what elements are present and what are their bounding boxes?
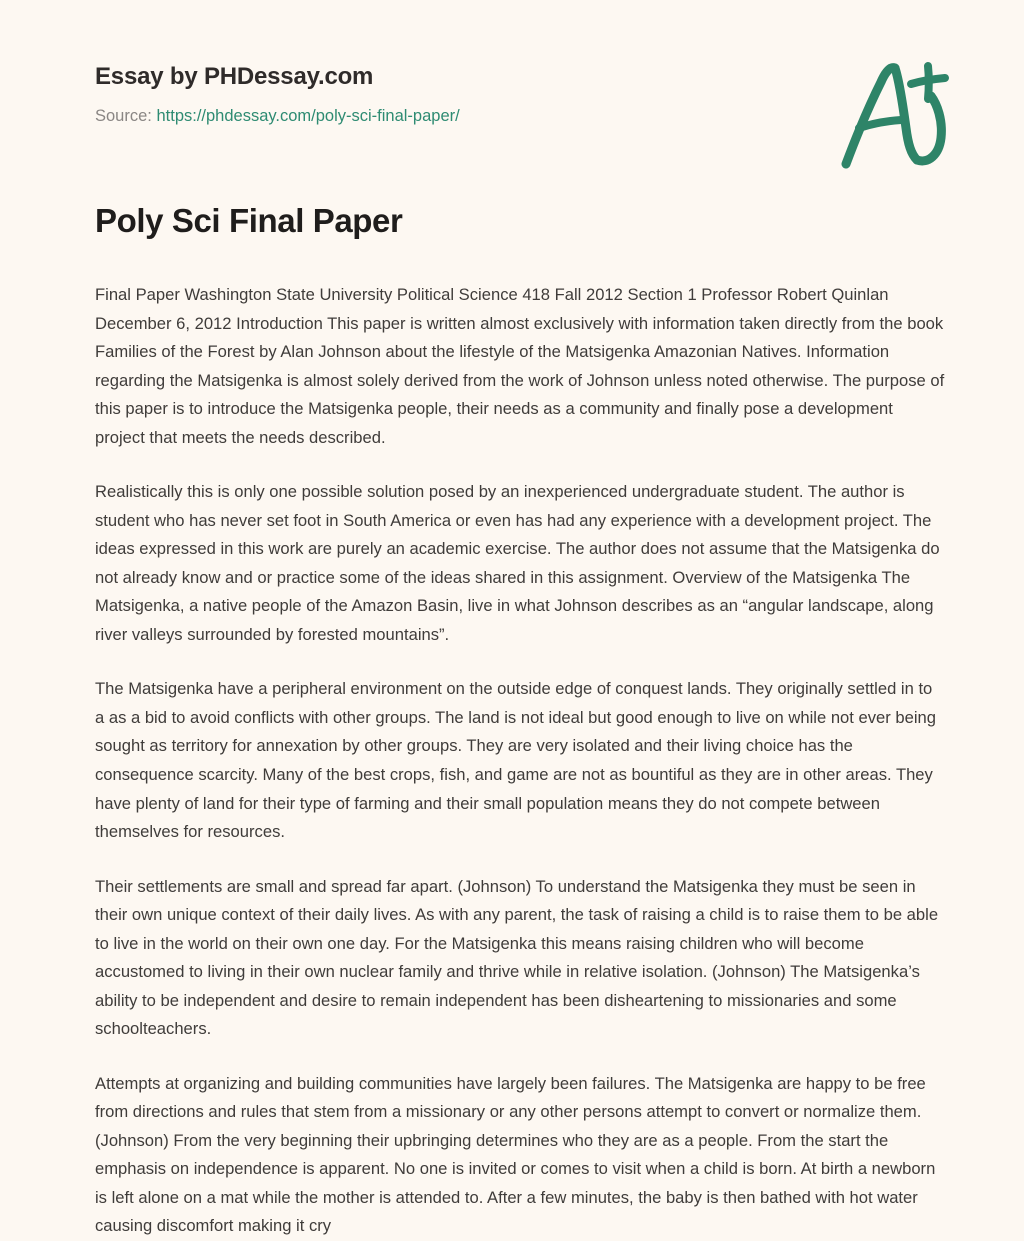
source-line <box>95 106 945 127</box>
paragraph: The Matsigenka have a peripheral environment on the outside edge of conquest lands. They originally settled in to a as a bid to avoid conflicts with other groups. The land is not ideal but good enough to live on while not ever being sought as territory for annexation by other groups. They are very isolated and their living choice has the consequence scarcity. Many of the best crops, fish, and game are not as bountiful as they are in other areas. They have plenty of land for their type of farming and their small population means they do not compete between themselves for resources. <box>95 679 936 842</box>
paragraph: Attempts at organizing and building communities have largely been failures. The Matsigenka are happy to be free from directions and rules that stem from a missionary or any other persons attempt to convert or normalize them. (Johnson) From the very beginning their upbringing determines who they are as a people. From the start the emphasis on independence is apparent. No one is invited or comes to visit when a child is born. At birth a newborn is left alone on a mat while the mother is attended to. After a few minutes, the baby is then bathed with hot water causing discomfort making it cry <box>95 1073 936 1236</box>
source-label: Source: <box>95 107 152 125</box>
page-title: Poly Sci Final Paper <box>95 202 403 240</box>
a-plus-logo-icon <box>833 58 958 173</box>
source-url-link[interactable]: https://phdessay.com/poly-sci-final-paper/ <box>156 107 460 125</box>
brand-title: Essay by PHDessay.com <box>95 63 374 90</box>
essay-body <box>95 241 945 1241</box>
paragraph: Their settlements are small and spread far apart. (Johnson) To understand the Matsigenka they must be seen in their own unique context of their daily lives. As with any parent, the task of raising a child is to raise them to be able to live in the world on their own one day. For the Matsigenka this means raising children who will become accustomed to living in their own nuclear family and thrive while in relative isolation. (Johnson) The Matsigenka’s ability to be independent and desire to remain independent has been disheartening to missionaries and some schoolteachers. <box>95 876 939 1039</box>
paragraph: Final Paper Washington State University Political Science 418 Fall 2012 Section 1 Professor Robert Quinlan December 6, 2012 Introduction This paper is written almost exclusively with information taken directly from the book Families of the Forest by Alan Johnson about the lifestyle of the Matsigenka Amazonian Natives. Information regarding the Matsigenka is almost solely derived from the work of Johnson unless noted otherwise. The purpose of this paper is to introduce the Matsigenka people, their needs as a community and finally pose a development project that meets the needs described. <box>95 285 945 447</box>
page-header <box>95 0 945 127</box>
paragraph: Realistically this is only one possible solution posed by an inexperienced undergraduate student. The author is student who has never set foot in South America or even has had any experience with a development project. The ideas expressed in this work are purely an academic exercise. The author does not assume that the Matsigenka do not already know and or practice some of the ideas shared in this assignment. Overview of the Matsigenka The Matsigenka, a native people of the Amazon Basin, live in what Johnson describes as an “angular landscape, along river valleys surrounded by forested mountains”. <box>95 482 940 644</box>
